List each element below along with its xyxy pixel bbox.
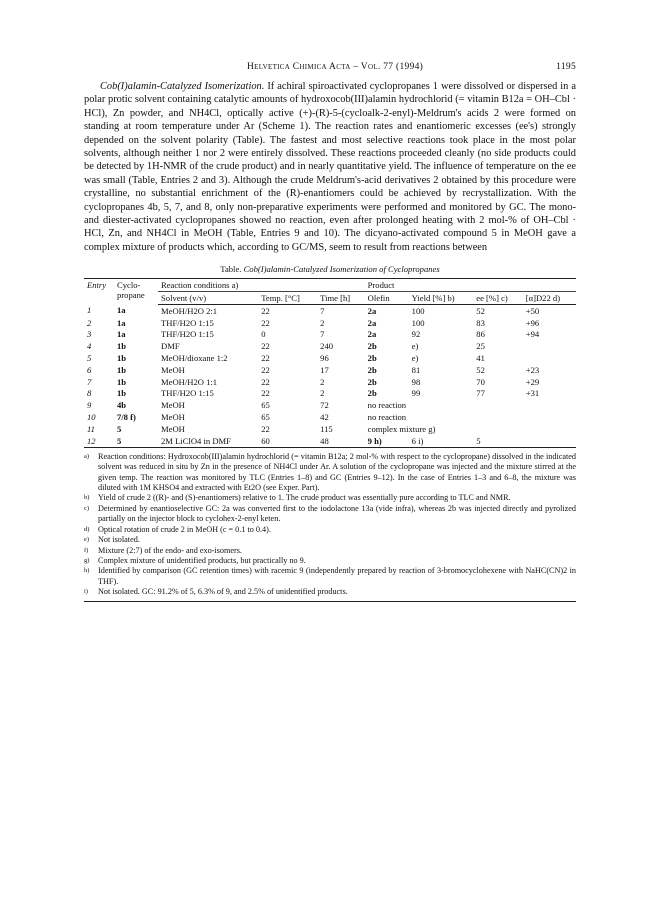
cell-yield: e)	[411, 352, 419, 363]
paragraph-text: If achiral spiroactivated cyclopropanes 1 were dissolved or dispersed in a polar protic solvent containing catalytic amounts of hydroxocob(III)alamin hydrochlorid (= vitamin B12a = OH–Cbl · HCl), Zn powder, and NH4Cl, optically active (+)-(R)-5-(cycloalk-2-enyl)-Meldrum's acids 2 were formed on standing at room temperature under Ar (Scheme 1). The reaction rates and enantiomeric excesses (ee's) strongly depended on the solvent polarity (Table). The fastest and most selective reactions took place in the most polar solvents, although neither 1 nor 2 were entirely dissolved. These reactions proceeded cleanly (no side products could be detected by 1H-NMR of the crude product) and in nearly quantitative yield. The influence of temperature on the ee was small (Table, Entries 2 and 3). Although the crude Meldrum's-acid derivatives 2 obtained by this procedure were crystalline, no substantial enrichment of the (R)-enantiomers could be achieved by recrystallization. With the cyclopropanes 4b, 5, 7, and 8, only non-preparative experiments were performed and monitored by GC. The mono- and diester-activated cyclopropanes showed no reaction, even after prolonged heating with 2 mol-% of OH–Cbl · HCl, Zn, and NH4Cl in MeOH (Table, Entries 9 and 10). The dicyano-activated compound 5 in MeOH gave a complex mixture of products which, according to GC/MS, seem to result from reactions between	[84, 81, 576, 253]
footnote	[84, 566, 576, 587]
table-row	[84, 329, 576, 341]
cell-temp: 22	[261, 423, 270, 434]
cell-yield: 6 i)	[409, 435, 474, 447]
cell-rotation: +23	[525, 364, 540, 375]
cell-temp: 22	[261, 388, 270, 399]
header-reaction-conditions: Reaction conditions a)	[158, 279, 365, 292]
cell-solvent: MeOH/dioxane 1:2	[161, 352, 228, 363]
cell-entry: 7	[87, 376, 92, 387]
cell-cyclopropane: 4b	[117, 400, 127, 411]
cell-cyclopropane: 1b	[117, 364, 127, 375]
cell-temp: 60	[258, 435, 317, 447]
table-row	[84, 317, 576, 329]
footnote	[84, 556, 576, 566]
cell-entry: 2	[87, 317, 92, 328]
cell-time: 115	[320, 423, 333, 434]
cell-temp: 22	[261, 341, 270, 352]
cell-olefin: 2b	[367, 341, 377, 352]
table-row	[84, 364, 576, 376]
header-rotation: [α]D22 d)	[523, 292, 576, 305]
cell-cyclopropane: 1a	[117, 329, 126, 340]
footnotes-bottom-rule	[84, 601, 576, 602]
cell-rotation	[523, 352, 576, 364]
cell-yield: 100	[411, 317, 425, 328]
cell-entry: 1	[87, 305, 92, 316]
cell-rotation: +94	[525, 329, 540, 340]
cell-solvent: THF/H2O 1:15	[161, 388, 214, 399]
header-product: Product	[365, 279, 576, 292]
table-row	[84, 341, 576, 353]
footnote	[84, 493, 576, 503]
cell-time: 42	[320, 411, 329, 422]
header-temp: Temp. [°C]	[258, 292, 317, 305]
cell-cyclopropane: 1b	[117, 388, 127, 399]
cell-rotation: +50	[525, 305, 540, 316]
cell-time: 7	[320, 305, 325, 316]
cell-temp: 65	[261, 400, 270, 411]
footnote-mark: h)	[84, 567, 90, 575]
cell-rotation	[523, 435, 576, 447]
footnote-text: Reaction conditions: Hydroxocob(III)alamin hydrochlorid (= vitamin B12a; 2 mol-% with respect to the cyclopropane) dissolved in the indicated solvent was reduced in situ by Zn in the presence of NH4Cl under Ar. A solution of the cyclopropane was injected and the mixture stirred at the given temp. The reaction was monitored by TLC (Entries 1–8) and GC (Entries 9–12). In the case of Entries 1–3 and 6–8, the mixture was diluted with 1M KHSO4 and extracted with Et2O (see Exper. Part).	[98, 451, 576, 493]
footnote	[84, 546, 576, 556]
cell-solvent: THF/H2O 1:15	[161, 317, 214, 328]
header-time: Time [h]	[317, 292, 365, 305]
cell-solvent: MeOH	[161, 364, 185, 375]
cell-time: 7	[320, 329, 325, 340]
cell-olefin: 2b	[367, 388, 377, 399]
footnote-text: Optical rotation of crude 2 in MeOH (c = 0.1 to 0.4).	[98, 524, 271, 534]
cell-yield: 98	[411, 376, 421, 387]
cell-ee: 25	[476, 341, 485, 352]
cell-yield: 92	[411, 329, 421, 340]
section-title: Cob(I)alamin-Catalyzed Isomerization.	[100, 81, 265, 92]
header-cyclopropane: Cyclo-propane	[114, 279, 158, 305]
running-head	[84, 62, 576, 72]
cell-olefin: 2b	[367, 376, 377, 387]
cell-ee: 77	[476, 388, 485, 399]
footnotes	[84, 452, 576, 602]
body-paragraph	[84, 80, 576, 254]
cell-yield: e)	[411, 341, 419, 352]
table-caption-prefix: Table.	[220, 264, 242, 275]
cell-rotation: +29	[525, 376, 540, 387]
cell-entry: 12	[84, 435, 114, 447]
footnote-mark: e)	[84, 536, 90, 544]
cell-time: 240	[320, 341, 334, 352]
footnote-mark: b)	[84, 494, 90, 502]
footnote	[84, 452, 576, 494]
running-head-spacer	[84, 62, 114, 72]
cell-rotation	[523, 341, 576, 353]
cell-rotation: +96	[525, 317, 540, 328]
footnote-text: Determined by enantioselective GC: 2a was converted first to the iodolactone 13a (vide infra), whereas 2b was injected directly and pyrolized partially on the injector block to cyclohex-2-enyl keten.	[98, 503, 576, 524]
cell-olefin: 2a	[367, 317, 377, 328]
header-entry: Entry	[84, 279, 114, 305]
cell-cyclopropane: 7/8 f)	[117, 411, 136, 422]
cell-entry: 6	[87, 364, 92, 375]
cell-cyclopropane: 5	[117, 423, 122, 434]
table-row	[84, 435, 576, 447]
cell-entry: 4	[87, 341, 92, 352]
footnote-mark: d)	[84, 525, 90, 533]
footnote-text: Not isolated. GC: 91.2% of 5, 6.3% of 9, and 2.5% of unidentified products.	[98, 587, 348, 597]
cell-entry: 11	[87, 423, 95, 434]
cell-cyclopropane: 1a	[117, 317, 126, 328]
footnote	[84, 587, 576, 597]
cell-ee: 52	[476, 364, 485, 375]
table-row	[84, 423, 576, 435]
header-ee: ee [%] c)	[473, 292, 522, 305]
table-row	[84, 388, 576, 400]
cell-time: 2	[320, 317, 325, 328]
cell-temp: 22	[261, 317, 270, 328]
cell-olefin: no reaction	[367, 400, 407, 411]
cell-olefin: complex mixture g)	[367, 423, 436, 434]
cell-temp: 22	[261, 352, 270, 363]
cell-temp: 22	[261, 376, 270, 387]
cell-olefin: 2b	[367, 364, 377, 375]
cell-ee: 52	[476, 305, 485, 316]
footnote-text: Not isolated.	[98, 535, 140, 545]
cell-temp: 22	[261, 305, 270, 316]
cell-rotation: +31	[525, 388, 540, 399]
cell-solvent: THF/H2O 1:15	[161, 329, 214, 340]
cell-cyclopropane: 1b	[117, 352, 127, 363]
header-olefin: Olefin	[365, 292, 409, 305]
footnote	[84, 535, 576, 545]
cell-solvent: 2M LiClO4 in DMF	[158, 435, 258, 447]
footnote-text: Mixture (2:7) of the endo- and exo-isomers.	[98, 545, 242, 555]
cell-time: 17	[320, 364, 329, 375]
page-number: 1195	[556, 62, 576, 72]
cell-cyclopropane: 5	[114, 435, 158, 447]
header-solvent: Solvent (v/v)	[158, 292, 258, 305]
cell-cyclopropane: 1b	[117, 376, 127, 387]
table-row	[84, 376, 576, 388]
table-row	[84, 411, 576, 423]
cell-solvent: MeOH	[161, 423, 185, 434]
cell-solvent: DMF	[161, 341, 180, 352]
cell-entry: 10	[87, 411, 96, 422]
cell-solvent: MeOH	[161, 411, 185, 422]
table-caption-title: Cob(I)alamin-Catalyzed Isomerization of Cyclopropanes	[243, 264, 440, 275]
table-row	[84, 352, 576, 364]
cell-cyclopropane: 1b	[117, 341, 127, 352]
footnote-mark: i)	[84, 588, 88, 596]
cell-solvent: MeOH	[161, 400, 185, 411]
cell-solvent: MeOH/H2O 1:1	[161, 376, 218, 387]
cell-temp: 0	[261, 329, 266, 340]
cell-olefin: 2a	[367, 329, 377, 340]
cell-yield: 100	[411, 305, 425, 316]
cell-olefin: 2a	[367, 305, 377, 316]
cell-ee: 5	[473, 435, 522, 447]
footnote-mark: g)	[84, 556, 90, 564]
cell-ee: 86	[476, 329, 485, 340]
cell-time: 96	[320, 352, 329, 363]
cell-olefin: 9 h)	[365, 435, 409, 447]
cell-ee: 41	[476, 352, 485, 363]
cell-cyclopropane: 1a	[117, 305, 126, 316]
footnote-text: Identified by comparison (GC retention times) with racemic 9 (independently prepared by reaction of 3-bromocyclohexene with NaHC(CN)2 in THF).	[98, 566, 576, 586]
cell-olefin: 2b	[367, 352, 377, 363]
cell-entry: 5	[87, 352, 92, 363]
journal-name: Helvetica Chimica Acta – Vol. 77 (1994)	[247, 62, 424, 72]
cell-temp: 22	[261, 364, 270, 375]
cell-solvent: MeOH/H2O 2:1	[161, 305, 218, 316]
footnote-text: Complex mixture of unidentified products, but practically no 9.	[98, 555, 306, 565]
table-caption	[84, 264, 576, 274]
journal-page	[84, 62, 576, 602]
cell-temp: 65	[261, 411, 270, 422]
cell-time: 2	[320, 388, 325, 399]
header-yield: Yield [%] b)	[409, 292, 474, 305]
cell-olefin: no reaction	[367, 411, 407, 422]
cell-yield: 81	[411, 364, 421, 375]
footnote-mark: f)	[84, 546, 89, 554]
cell-entry: 9	[87, 400, 92, 411]
cell-time: 72	[320, 400, 329, 411]
cell-ee: 83	[476, 317, 485, 328]
footnote-mark: c)	[84, 504, 90, 512]
footnote	[84, 504, 576, 525]
cell-time: 48	[317, 435, 365, 447]
cell-time: 2	[320, 376, 325, 387]
cell-ee: 70	[476, 376, 485, 387]
footnote-mark: a)	[84, 452, 90, 460]
table-row	[84, 400, 576, 412]
results-table	[84, 278, 576, 448]
footnote	[84, 525, 576, 535]
cell-yield: 99	[411, 388, 421, 399]
table-row	[84, 305, 576, 317]
footnote-text: Yield of crude 2 ((R)- and (S)-enantiomers) relative to 1. The crude product was essentially pure according to TLC and NMR.	[98, 493, 511, 503]
cell-entry: 3	[87, 329, 92, 340]
cell-entry: 8	[87, 388, 92, 399]
